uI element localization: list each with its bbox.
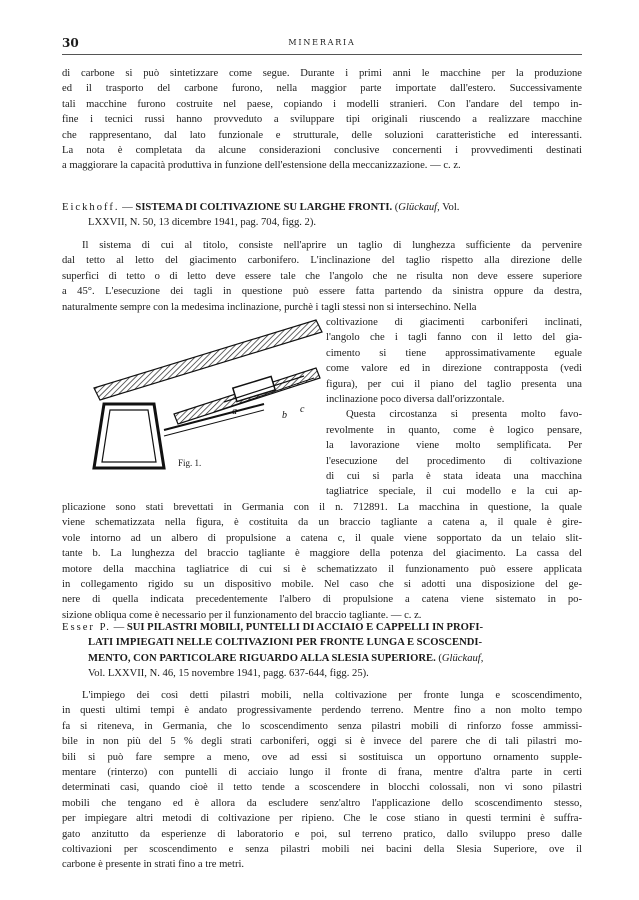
figure-1-diagram xyxy=(64,318,326,478)
text-line: a maggiorare la capacità produttiva in funzione dell'estensione della meccanizzazione. — c. z. xyxy=(62,160,461,172)
article1-body-side xyxy=(326,315,582,500)
text-line: la lavorazione viene molto semplificata. Per xyxy=(326,440,582,452)
text-line: Questa circostanza si presenta molto favo- xyxy=(346,409,582,421)
article2-dash: — xyxy=(110,622,127,633)
text-line: cimento si tiene approssimativamente eguale xyxy=(326,347,582,359)
text-line: mentare (rinterzo) con puntelli di acciaio lungo il fronte di frana, mentre d'altra parte in certi xyxy=(62,767,582,779)
text-line: mobili che tengano ed è allora da escludere senz'altro l'applicazione dello scoscendimento stesso, xyxy=(62,797,582,809)
text-line: Il sistema di cui al titolo, consiste nell'aprire un taglio di lunghezza sufficiente da pervenire xyxy=(82,240,582,251)
text-line: in collegamento rigido su un dispositivo mobile. Nel caso che si adotti una disposizione del ge- xyxy=(62,579,582,591)
article2-journal: Glückauf, xyxy=(441,652,484,664)
text-line: a 45°. L'esecuzione dei tagli in questione può essere fatta partendo da sinistra oppure da destra, xyxy=(62,286,582,298)
article1-body-bottom xyxy=(62,500,582,623)
article2-body xyxy=(62,688,582,873)
text-line: viene schematizzata nella figura, è costituita da un braccio tagliante a catena a, il quale è gire- xyxy=(62,517,582,529)
text-line: superfici di tetto o di letto deve essere tale che l'angolo che ne risulta non deve essere superiore xyxy=(62,270,582,282)
text-line: fa si riteneva, in Germania, che lo scoscendimento senza pilastri mobili di rinforzo fosse ammissi- xyxy=(62,720,582,732)
text-line: plicazione sono stati brevettati in Germania con il n. 712891. La macchina in questione, la quale xyxy=(62,502,582,513)
article2-heading: Esser P. — SUI PILASTRI MOBILI, PUNTELLI DI ACCIAIO E CAPPELLI IN PROFI- LATI IMPIEGATI NELLE COLTIVAZIONI PER FRONTE LUNGA E SCOSCENDI- MENTO, CON PARTICOLARE RIGUARDO ALLA SLESIA SUPERIORE. (Glückauf, Vol. LXXVII, N. 46, 15 novembre 1941, pagg. 637-644, figg. 25). xyxy=(62,620,582,682)
text-line: bile in non più del 5 % degli strati carboniferi, oggi si è invece del parere che di tali pilastri mo- xyxy=(62,736,582,748)
text-line: tante b. La lunghezza del braccio tagliante è maggiore della potenza del giacimento. La cassa del xyxy=(62,548,582,560)
text-line: naturalmente sempre con la medesima inclinazione, purchè i tagli stessi non si intersechino. Nella xyxy=(62,301,477,313)
text-line: La nota è completata da alcune considerazioni conclusive concernenti i provvedimenti destinati xyxy=(62,145,582,157)
text-line: determinati casi, quando cioè il tetto tende a scoscendere in blocchi colossali, non vi sono pilastri xyxy=(62,782,582,794)
text-line: che rappresentano, dal lato funzionale e strutturale, delle soluzioni caratteristiche ed interessanti. xyxy=(62,129,582,141)
text-line: l'angolo che i tagli fanno con il letto del gia- xyxy=(326,332,582,344)
article1-ref-tail: Vol. xyxy=(439,202,460,213)
text-line: di cui si parla è stata ideata una macchina xyxy=(326,471,582,483)
text-line: coltivazioni per scoscendimento e senza pilastri mobili nei bacini della Slesia Superiore, ove il xyxy=(62,844,582,856)
figure-label-c: c xyxy=(300,404,305,415)
text-line: sizione obliqua come è necessario per il funzionamento del braccio tagliante. — c. z. xyxy=(62,609,422,621)
article1-reference: LXXVII, N. 50, 13 dicembre 1941, pag. 704, figg. 2). xyxy=(88,217,317,229)
text-line: vole intorno ad un albero di propulsione a catena c, il quale viene sopportato da un telaio slit- xyxy=(62,532,582,544)
text-line: coltivazione di giacimenti carboniferi inclinati, xyxy=(326,317,582,328)
gallery-frame xyxy=(94,404,164,468)
text-line: dal tetto al letto del giacimento carbonifero. L'inclinazione del taglio rispetto alla direzione delle xyxy=(62,255,582,267)
text-line: figura), per cui il piano del taglio presenta una xyxy=(326,378,582,390)
text-line: tagliatrice speciale, il cui modello e la cui ap- xyxy=(326,486,582,498)
figure-label-b: b xyxy=(282,410,287,421)
text-line: in questi ultimi tempi è andato progressivamente perdendo terreno. Mentre fino a non molto tempo xyxy=(62,705,582,717)
article2-title-line2: LATI IMPIEGATI NELLE COLTIVAZIONI PER FRONTE LUNGA E SCOSCENDI- xyxy=(88,637,483,649)
article2-reference: Vol. LXXVII, N. 46, 15 novembre 1941, pagg. 637-644, figg. 25). xyxy=(88,668,369,680)
text-line: bili si può fare sempre a meno, ove ad essi si sostituisca un opportuno ornamento supple- xyxy=(62,751,582,763)
page-header xyxy=(62,36,582,52)
text-line: come valore ed in direzione contrapposta (vedi xyxy=(326,363,582,375)
header-rule xyxy=(62,54,582,55)
figure-label-a: a xyxy=(232,406,237,417)
article2-title-line1: SUI PILASTRI MOBILI, PUNTELLI DI ACCIAIO E CAPPELLI IN PROFI- xyxy=(126,622,483,633)
article1-dash: — xyxy=(119,202,136,213)
text-line: fine i tecnici russi hanno provveduto a sviluppare tipi originali riuscendo a realizzare macchine xyxy=(62,114,582,126)
text-line: L'impiego dei così detti pilastri mobili, nella coltivazione per fronte lunga e scoscendimento, xyxy=(82,690,582,701)
intro-paragraph xyxy=(62,66,582,174)
article1-heading: Eickhoff. — SISTEMA DI COLTIVAZIONE SU LARGHE FRONTI. (Glückauf, Vol. LXXVII, N. 50, 13 dicembre 1941, pag. 704, figg. 2). xyxy=(62,200,582,231)
text-line: motore della macchina tagliatrice di cui si è schematizzato il funzionamento può essere applicata xyxy=(62,563,582,575)
article1-body-top xyxy=(62,238,582,315)
text-line: revolmente in quanto, come è logico pensare, xyxy=(326,424,582,436)
text-line: inclinazione poco diversa dall'orizzontale. xyxy=(326,394,505,406)
article1-title: SISTEMA DI COLTIVAZIONE SU LARGHE FRONTI. xyxy=(135,202,393,213)
text-line: l'esecuzione del procedimento di coltivazione xyxy=(326,455,582,467)
text-line: nere di quella indicata precedentemente l'albero di propulsione a catena viene sistemato in po- xyxy=(62,594,582,606)
page-number: 30 xyxy=(62,36,79,50)
text-line: di carbone si può sintetizzare come segue. Durante i primi anni le macchine per la produzione xyxy=(62,68,582,79)
text-line: carbone è presente in strati fino a tre metri. xyxy=(62,859,245,871)
article1-author: Eickhoff. xyxy=(62,202,120,213)
text-line: tali macchine furono costruite nel paese, copiando i modelli stranieri. Con l'andare del tempo in- xyxy=(62,98,582,110)
article1-journal: Glückauf, xyxy=(398,202,440,213)
running-title: MINERARIA xyxy=(288,38,356,47)
article2-title-line3: MENTO, CON PARTICOLARE RIGUARDO ALLA SLESIA SUPERIORE. xyxy=(88,652,436,664)
text-line: ed il trasporto del carbone furono, nella maggior parte importate dall'estero. Successivamente xyxy=(62,83,582,95)
text-line: per impiegare altri metodi di coltivazione per ripieno. Che le cose stiano in questi termini è suffra- xyxy=(62,813,582,825)
text-line: gato anzitutto da esperienze di laboratorio e poi, sul terreno pratico, dallo sviluppo preso dalle xyxy=(62,828,582,840)
article2-author: Esser P. xyxy=(62,622,111,633)
figure-caption: Fig. 1. xyxy=(178,458,202,468)
